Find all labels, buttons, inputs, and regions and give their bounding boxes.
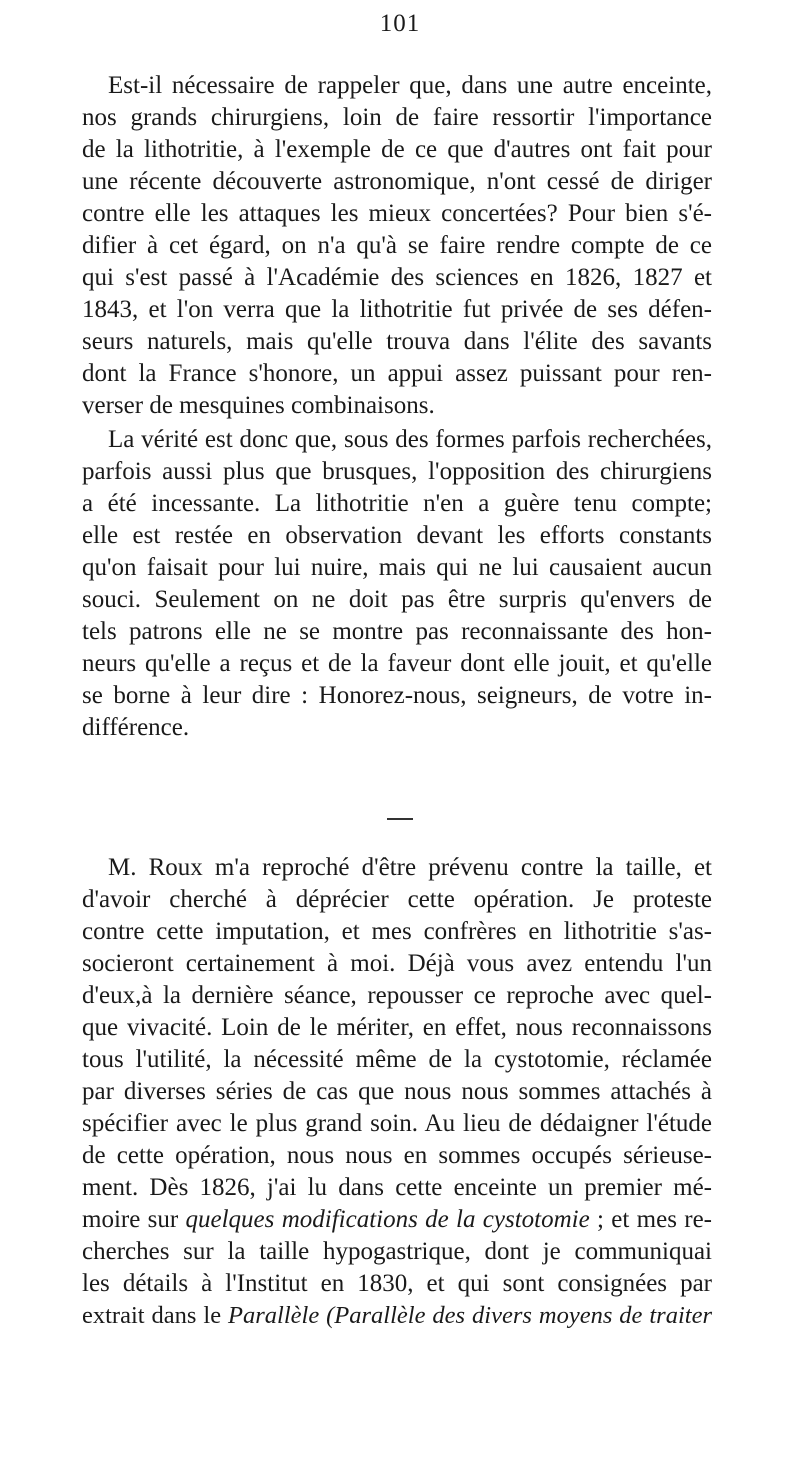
text-line: les détails à l'Institut en 1830, et qui sont consignées par bbox=[82, 1270, 712, 1297]
text-line: cherches sur la taille hypogastrique, dont je communiquai bbox=[82, 1238, 712, 1265]
italic-title: quelques modifications de la cystotomie bbox=[185, 1206, 590, 1233]
text-line: se borne à leur dire : Honorez-nous, seigneurs, de votre in- bbox=[82, 682, 712, 709]
text-line: de la lithotritie, à l'exemple de ce que d'autres ont fait pour bbox=[82, 136, 712, 163]
text-line: contre elle les attaques les mieux concertées? Pour bien s'é- bbox=[82, 200, 712, 227]
text-line: dont la France s'honore, un appui assez puissant pour ren- bbox=[82, 360, 712, 387]
italic-title: Parallèle (Parallèle des divers moyens de traiter bbox=[228, 1302, 712, 1329]
text-line: Est-il nécessaire de rappeler que, dans une autre enceinte, bbox=[108, 72, 712, 99]
text-line: par diverses séries de cas que nous nous sommes attachés à bbox=[82, 1078, 712, 1105]
text-line: d'avoir cherché à déprécier cette opération. Je proteste bbox=[82, 886, 712, 913]
text-line: elle est restée en observation devant les efforts constants bbox=[82, 522, 712, 549]
text-line: difier à cet égard, on n'a qu'à se faire rendre compte de ce bbox=[82, 232, 712, 259]
text-line: tous l'utilité, la nécessité même de la cystotomie, réclamée bbox=[82, 1046, 712, 1073]
text-line-with-title bbox=[82, 1205, 712, 1235]
text-line: M. Roux m'a reproché d'être prévenu contre la taille, et bbox=[108, 854, 712, 881]
text-line: La vérité est donc que, sous des formes parfois recherchées, bbox=[108, 426, 712, 453]
text-line-with-title bbox=[82, 1301, 712, 1331]
text-run: moire sur bbox=[82, 1206, 186, 1233]
text-line: parfois aussi plus que brusques, l'opposition des chirurgiens bbox=[82, 458, 712, 485]
text-line: socieront certainement à moi. Déjà vous avez entendu l'un bbox=[82, 950, 712, 977]
text-line: qui s'est passé à l'Académie des sciences en 1826, 1827 et bbox=[82, 264, 712, 291]
section-separator bbox=[387, 818, 413, 820]
text-run: ; et mes re- bbox=[589, 1206, 712, 1233]
text-line: qu'on faisait pour lui nuire, mais qui ne lui causaient aucun bbox=[82, 554, 712, 581]
text-line: que vivacité. Loin de le mériter, en effet, nous reconnaissons bbox=[82, 1014, 712, 1041]
text-line: 1843, et l'on verra que la lithotritie fut privée de ses défen- bbox=[82, 296, 712, 323]
text-line: neurs qu'elle a reçus et de la faveur dont elle jouit, et qu'elle bbox=[82, 650, 712, 677]
text-line: une récente découverte astronomique, n'ont cessé de diriger bbox=[82, 168, 712, 195]
text-line: a été incessante. La lithotritie n'en a guère tenu compte; bbox=[82, 490, 712, 517]
text-line: seurs naturels, mais qu'elle trouva dans l'élite des savants bbox=[82, 328, 712, 355]
text-line: nos grands chirurgiens, loin de faire ressortir l'importance bbox=[82, 104, 712, 131]
text-line: verser de mesquines combinaisons. bbox=[82, 392, 435, 419]
text-line: d'eux,à la dernière séance, repousser ce reproche avec quel- bbox=[82, 982, 712, 1009]
text-line: différence. bbox=[82, 714, 190, 741]
text-line: spécifier avec le plus grand soin. Au lieu de dédaigner l'étude bbox=[82, 1110, 712, 1137]
page-number: 101 bbox=[379, 10, 421, 37]
text-line: souci. Seulement on ne doit pas être surpris qu'envers de bbox=[82, 586, 712, 613]
text-line: contre cette imputation, et mes confrères en lithotritie s'as- bbox=[82, 918, 712, 945]
text-line: ment. Dès 1826, j'ai lu dans cette enceinte un premier mé- bbox=[82, 1174, 712, 1201]
text-run: extrait dans le bbox=[82, 1302, 229, 1329]
text-line: tels patrons elle ne se montre pas reconnaissante des hon- bbox=[82, 618, 712, 645]
text-line: de cette opération, nous nous en sommes occupés sérieuse- bbox=[82, 1142, 712, 1169]
